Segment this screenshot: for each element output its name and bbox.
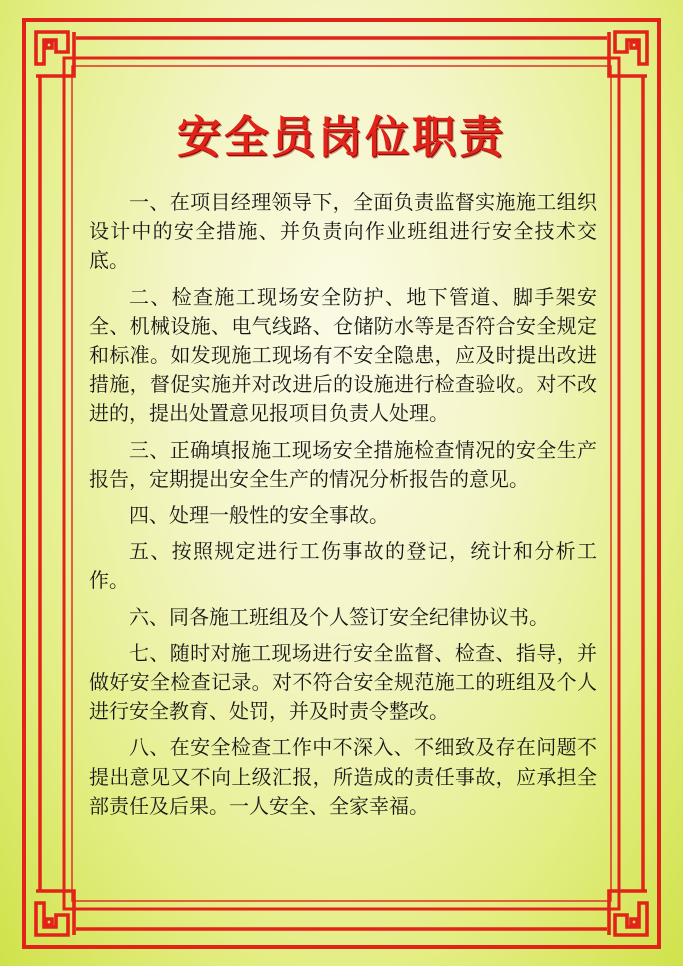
duty-paragraph-8: 八、在安全检查工作中不深入、不细致及存在问题不提出意见又不向上级汇报，所造成的责任事故，应承担全部责任及后果。一人安全、全家幸福。 bbox=[89, 735, 597, 818]
duty-paragraph-2: 二、检查施工现场安全防护、地下管道、脚手架安全、机械设施、电气线路、仓储防水等是否符合安全规定和标准。如发现施工现场有不安全隐患，应及时提出改进措施，督促实施并对改进后的设施进行检查验收。对不改进的，提出处置意见报项目负责人处理。 bbox=[89, 284, 597, 426]
duties-text bbox=[89, 188, 597, 828]
duty-paragraph-1: 一、在项目经理领导下，全面负责监督实施施工组织设计中的安全措施、并负责向作业班组进行安全技术交底。 bbox=[89, 190, 597, 273]
duty-paragraph-4: 四、处理一般性的安全事故。 bbox=[129, 503, 389, 528]
page-title: 安全员岗位职责 bbox=[177, 112, 506, 163]
duty-paragraph-3: 三、正确填报施工现场安全措施检查情况的安全生产报告，定期提出安全生产的情况分析报告的意见。 bbox=[89, 437, 597, 491]
duty-paragraph-5: 五、按照规定进行工伤事故的登记，统计和分析工作。 bbox=[89, 539, 597, 593]
duty-paragraph-7: 七、随时对施工现场进行安全监督、检查、指导，并做好安全检查记录。对不符合安全规范施工的班组及个人进行安全教育、处罚，并及时责令整改。 bbox=[89, 640, 597, 724]
duty-paragraph-6: 六、同各施工班组及个人签订安全纪律协议书。 bbox=[129, 604, 549, 629]
